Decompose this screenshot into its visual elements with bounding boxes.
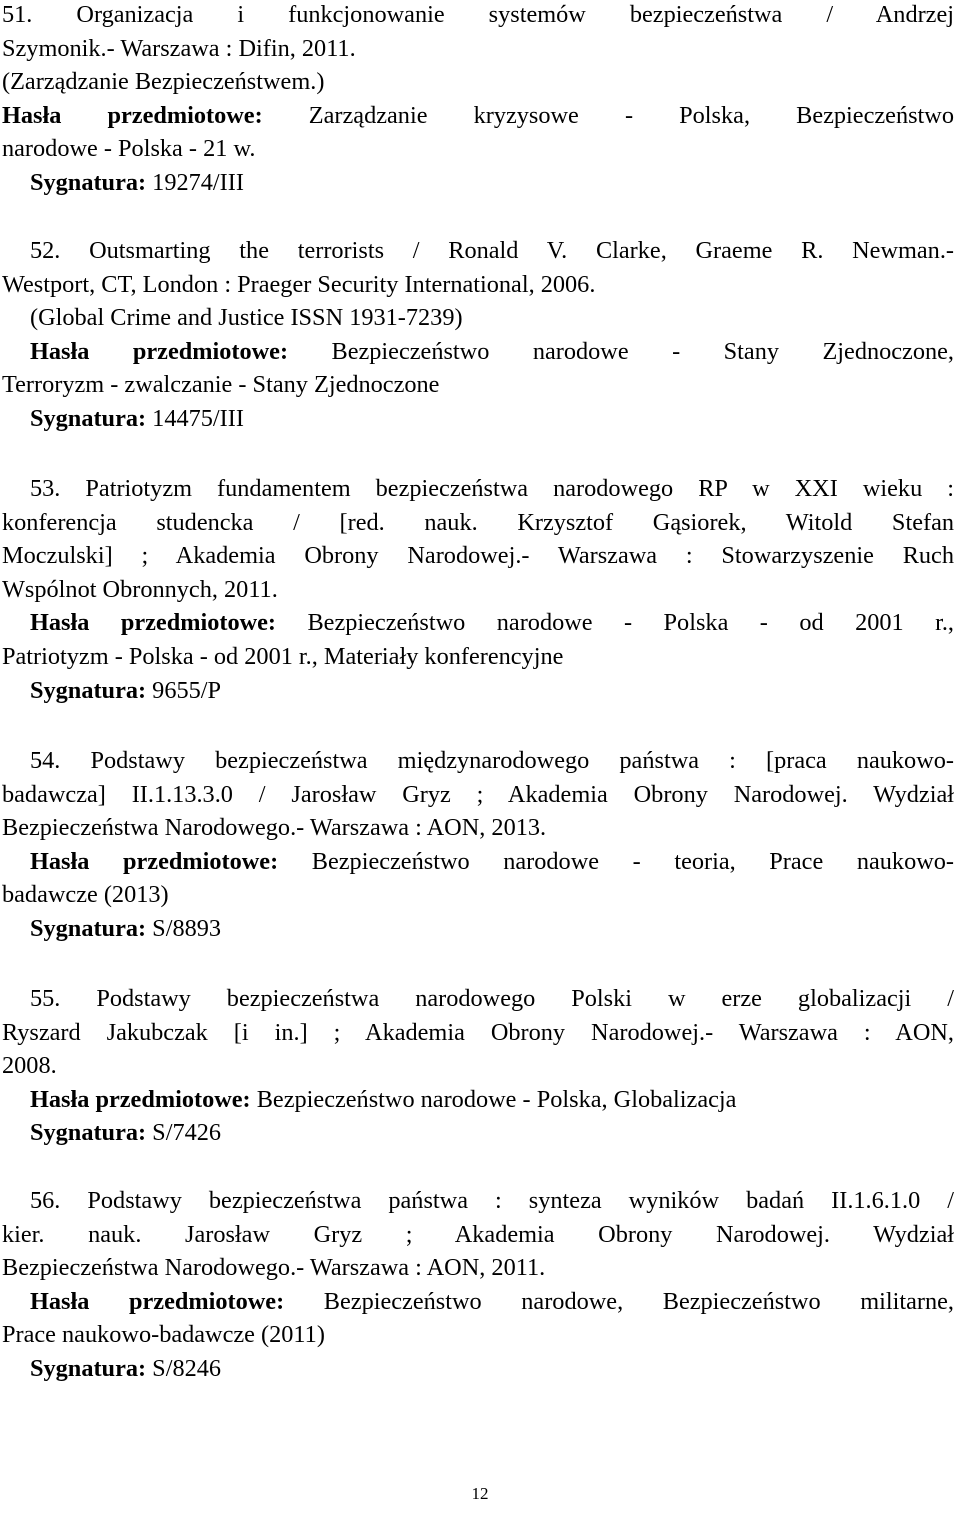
call-number <box>2 674 954 708</box>
entry-series-line: (Zarządzanie Bezpieczeństwem.) <box>2 68 325 96</box>
call-number-value: 19274/III <box>146 168 244 196</box>
entry-title-line: badawcza] II.1.13.3.0 / Jarosław Gryz ; Akademia Obrony Narodowej. Wydział <box>2 780 954 808</box>
subject-headings-continued: narodowe - Polska - 21 w. <box>2 135 256 163</box>
subject-headings-text: Bezpieczeństwo narodowe - Stany Zjednoczone, <box>288 337 954 365</box>
subject-headings <box>2 845 954 879</box>
entry-title-line: 53. Patriotyzm fundamentem bezpieczeństwa narodowego RP w XXI wieku : <box>30 475 954 502</box>
entry-title-line: Bezpieczeństwa Narodowego.- Warszawa : AON, 2011. <box>2 1254 546 1282</box>
call-number <box>2 166 954 200</box>
call-number <box>2 402 954 436</box>
call-number-label: Sygnatura: <box>30 914 147 942</box>
call-number-label: Sygnatura: <box>30 676 147 704</box>
subject-headings-continued: Patriotyzm - Polska - od 2001 r., Materiały konferencyjne <box>2 642 564 670</box>
call-number-value: 9655/P <box>146 676 222 704</box>
call-number-value: S/7426 <box>146 1119 222 1147</box>
entry-title-line: Moczulski] ; Akademia Obrony Narodowej.- Warszawa : Stowarzyszenie Ruch <box>2 542 954 570</box>
subject-headings <box>2 335 954 369</box>
entry-title-line: 51. Organizacja i funkcjonowanie systemów bezpieczeństwa / Andrzej <box>2 1 954 28</box>
catalog-entry-52 <box>2 234 954 436</box>
call-number-value: 14475/III <box>146 404 244 432</box>
entry-title-line: 54. Podstawy bezpieczeństwa międzynarodowego państwa : [praca naukowo- <box>30 747 954 774</box>
call-number <box>2 912 954 946</box>
entry-title-line: 56. Podstawy bezpieczeństwa państwa : synteza wyników badań II.1.6.1.0 / <box>30 1187 954 1214</box>
call-number-value: S/8246 <box>146 1354 222 1382</box>
subject-headings-text: Bezpieczeństwo narodowe - Polska, Globalizacja <box>250 1085 737 1113</box>
entry-title-line: Bezpieczeństwa Narodowego.- Warszawa : AON, 2013. <box>2 814 547 842</box>
call-number-label: Sygnatura: <box>30 1354 147 1382</box>
call-number <box>2 1352 954 1386</box>
subject-headings-text: Bezpieczeństwo narodowe, Bezpieczeństwo militarne, <box>284 1287 955 1315</box>
entry-series-line: (Global Crime and Justice ISSN 1931-7239) <box>30 304 463 332</box>
subject-headings-text: Bezpieczeństwo narodowe - Polska - od 2001 r., <box>276 609 954 637</box>
entry-title-line: 52. Outsmarting the terrorists / Ronald V. Clarke, Graeme R. Newman.- <box>30 237 954 264</box>
subject-headings <box>2 99 954 133</box>
entry-title-line: Szymonik.- Warszawa : Difin, 2011. <box>2 34 356 62</box>
subject-headings-continued: badawcze (2013) <box>2 881 169 909</box>
catalog-entry-55 <box>2 982 954 1150</box>
subject-headings <box>2 1083 954 1117</box>
subject-headings-continued: Prace naukowo-badawcze (2011) <box>2 1321 325 1349</box>
catalog-entry-51 <box>2 0 954 200</box>
call-number-label: Sygnatura: <box>30 404 147 432</box>
entry-title-line: Westport, CT, London : Praeger Security International, 2006. <box>2 270 596 298</box>
call-number <box>2 1116 954 1150</box>
subject-headings-label: Hasła przedmiotowe: <box>30 847 279 875</box>
subject-headings-label: Hasła przedmiotowe: <box>2 101 263 129</box>
subject-headings <box>2 1285 954 1319</box>
entry-title-line: konferencja studencka / [red. nauk. Krzysztof Gąsiorek, Witold Stefan <box>2 508 954 536</box>
entry-title-line: 55. Podstawy bezpieczeństwa narodowego Polski w erze globalizacji / <box>30 985 954 1012</box>
catalog-entry-56 <box>2 1184 954 1386</box>
subject-headings <box>2 606 954 640</box>
subject-headings-continued: Terroryzm - zwalczanie - Stany Zjednoczone <box>2 371 440 399</box>
subject-headings-label: Hasła przedmiotowe: <box>30 609 277 637</box>
call-number-label: Sygnatura: <box>30 1119 147 1147</box>
subject-headings-text: Zarządzanie kryzysowe - Polska, Bezpieczeństwo <box>262 101 954 129</box>
subject-headings-label: Hasła przedmiotowe: <box>30 1085 251 1113</box>
subject-headings-text: Bezpieczeństwo narodowe - teoria, Prace naukowo- <box>278 847 955 875</box>
call-number-label: Sygnatura: <box>30 168 147 196</box>
entry-title-line: kier. nauk. Jarosław Gryz ; Akademia Obrony Narodowej. Wydział <box>2 1220 954 1248</box>
subject-headings-label: Hasła przedmiotowe: <box>30 337 289 365</box>
page-number: 12 <box>471 1484 489 1503</box>
catalog-entry-54 <box>2 744 954 946</box>
catalog-entry-53 <box>2 472 954 707</box>
entry-title-line: Ryszard Jakubczak [i in.] ; Akademia Obrony Narodowej.- Warszawa : AON, <box>2 1018 954 1046</box>
entry-title-line: 2008. <box>2 1052 57 1080</box>
entry-title-line: Wspólnot Obronnych, 2011. <box>2 575 278 603</box>
call-number-value: S/8893 <box>146 914 222 942</box>
subject-headings-label: Hasła przedmiotowe: <box>30 1287 285 1315</box>
